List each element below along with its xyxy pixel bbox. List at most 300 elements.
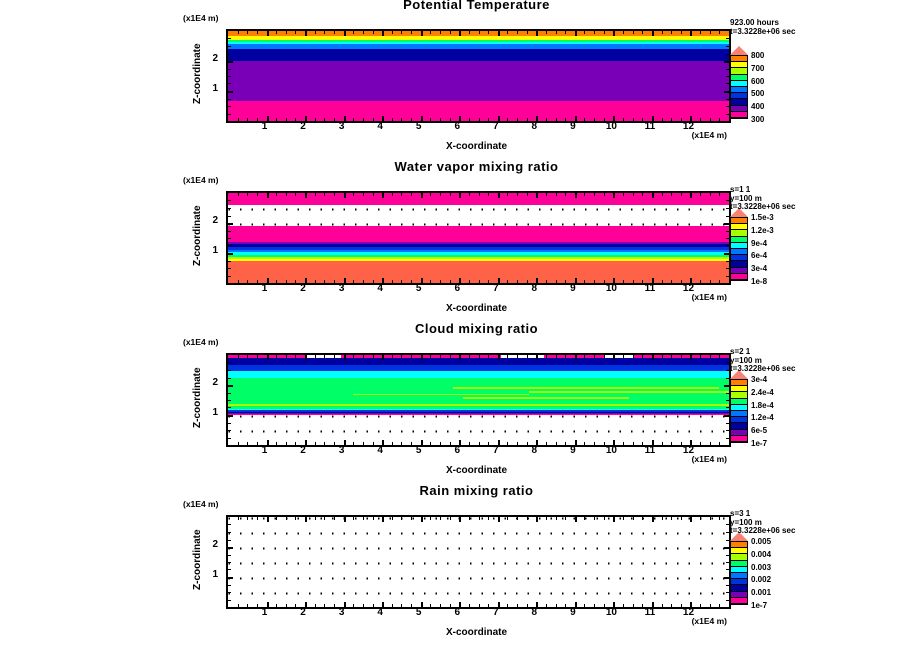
y-axis-unit-label: (x1E4 m) <box>183 499 219 509</box>
axis-tick <box>652 193 654 198</box>
axis-tick <box>642 31 643 34</box>
axis-tick <box>724 61 729 63</box>
axis-tick <box>373 517 374 520</box>
axis-tick <box>594 31 595 34</box>
axis-tick <box>613 193 615 198</box>
axis-tick <box>228 216 231 217</box>
y-tick-label: 2 <box>212 376 218 388</box>
x-axis-label: X-coordinate <box>445 141 508 152</box>
y-axis-label: Z-coordinate <box>192 529 203 591</box>
colorbar <box>730 370 748 443</box>
axis-tick <box>726 208 729 209</box>
axis-tick <box>228 393 231 394</box>
axis-tick <box>295 355 296 358</box>
axis-tick <box>228 61 233 63</box>
colorbar-annotation-block <box>730 348 904 374</box>
axis-tick <box>642 193 643 196</box>
plot-area <box>226 191 731 285</box>
y-tick-label: 2 <box>212 52 218 64</box>
axis-tick <box>228 423 231 424</box>
axis-tick <box>662 193 663 196</box>
contour-streak <box>353 394 528 396</box>
axis-tick <box>594 517 595 520</box>
x-tick-label: 12 <box>682 283 695 294</box>
axis-tick <box>257 193 258 196</box>
x-tick-label: 3 <box>338 445 345 456</box>
axis-tick <box>726 423 729 424</box>
axis-tick <box>440 31 441 34</box>
axis-tick <box>305 355 307 360</box>
axis-tick <box>421 31 423 36</box>
axis-tick <box>710 31 711 34</box>
axis-tick <box>584 193 585 196</box>
axis-tick <box>450 193 451 196</box>
x-tick-label: 10 <box>605 283 617 294</box>
axis-tick <box>726 378 729 379</box>
colorbar-tick-label: 600 <box>751 76 765 86</box>
axis-tick <box>652 31 654 36</box>
axis-tick <box>700 355 701 358</box>
axis-tick <box>498 517 500 522</box>
axis-tick <box>556 31 557 34</box>
axis-tick <box>228 555 231 556</box>
axis-tick <box>228 532 231 533</box>
axis-tick <box>536 517 538 522</box>
x-tick-label: 3 <box>338 283 345 294</box>
panel-rain-mixing-ratio <box>0 483 904 648</box>
axis-tick <box>726 400 729 401</box>
axis-tick <box>642 517 643 520</box>
axis-tick <box>517 355 518 358</box>
axis-tick <box>228 91 233 93</box>
colorbar-tick-label: 0.004 <box>751 549 772 559</box>
colorbar-annotation-line: t=3.3228e+06 sec <box>730 526 796 535</box>
colorbar-annotation-line: t=3.3228e+06 sec <box>730 202 796 211</box>
axis-tick <box>286 355 287 358</box>
x-tick-label: 6 <box>454 283 460 294</box>
axis-tick <box>479 193 480 196</box>
axis-tick <box>373 31 374 34</box>
axis-tick <box>565 193 566 196</box>
y-tick-labels <box>200 515 220 605</box>
x-tick-label: 5 <box>415 121 422 132</box>
axis-tick <box>276 193 277 196</box>
colorbar-body <box>730 541 748 605</box>
axis-tick <box>411 517 412 520</box>
axis-tick <box>450 31 451 34</box>
axis-tick <box>228 231 231 232</box>
axis-tick <box>267 517 269 522</box>
x-tick-label: 12 <box>682 607 695 618</box>
axis-tick <box>488 517 489 520</box>
axis-tick <box>228 407 231 408</box>
axis-tick <box>546 517 547 520</box>
axis-tick <box>469 31 470 34</box>
axis-tick <box>633 355 634 358</box>
axis-tick <box>228 200 231 201</box>
axis-tick <box>546 31 547 34</box>
axis-tick <box>334 517 335 520</box>
axis-tick <box>556 355 557 358</box>
x-tick-label: 8 <box>531 283 538 294</box>
x-tick-label: 4 <box>377 283 383 294</box>
axis-tick <box>305 31 307 36</box>
axis-tick <box>584 517 585 520</box>
contour-band <box>228 61 729 101</box>
axis-tick <box>440 355 441 358</box>
x-axis-label: X-coordinate <box>445 627 508 638</box>
axis-tick <box>613 517 615 522</box>
colorbar-tick-label: 2.4e-4 <box>751 387 774 397</box>
axis-tick <box>726 99 729 100</box>
x-tick-label: 2 <box>300 121 306 132</box>
y-tick-label: 1 <box>212 245 218 256</box>
axis-tick <box>247 355 248 358</box>
axis-tick <box>507 517 508 520</box>
axis-tick <box>724 91 729 93</box>
axis-tick <box>726 76 729 77</box>
axis-tick <box>276 517 277 520</box>
axis-tick <box>671 31 672 34</box>
axis-tick <box>527 31 528 34</box>
axis-tick <box>681 31 682 34</box>
axis-tick <box>401 355 402 358</box>
axis-tick <box>257 517 258 520</box>
axis-tick <box>681 355 682 358</box>
axis-tick <box>726 555 729 556</box>
x-tick-label: 1 <box>261 283 268 294</box>
axis-tick <box>527 193 528 196</box>
axis-tick <box>267 193 269 198</box>
axis-tick <box>276 31 277 34</box>
colorbar-body <box>730 379 748 443</box>
colorbar-annotation-line: t=3.3228e+06 sec <box>730 364 796 373</box>
y-axis-label: Z-coordinate <box>192 43 203 105</box>
x-tick-label: 2 <box>300 445 306 456</box>
axis-tick <box>353 517 354 520</box>
axis-tick <box>334 355 335 358</box>
colorbar-tick-labels <box>751 51 793 124</box>
axis-tick <box>401 517 402 520</box>
panel-title: Cloud mixing ratio <box>414 321 539 336</box>
axis-tick <box>479 31 480 34</box>
colorbar-tick-label: 1.2e-3 <box>751 225 774 235</box>
axis-tick <box>315 355 316 358</box>
colorbar-tick-label: 400 <box>751 102 765 112</box>
axis-tick <box>344 355 346 360</box>
axis-tick <box>724 253 729 255</box>
axis-tick <box>613 355 615 360</box>
colorbar-tick-label: 0.001 <box>751 588 772 598</box>
axis-tick <box>440 193 441 196</box>
axis-tick <box>488 31 489 34</box>
axis-tick <box>726 106 729 107</box>
axis-tick <box>479 355 480 358</box>
axis-tick <box>295 517 296 520</box>
colorbar-tick-label: 1e-8 <box>751 277 768 286</box>
axis-tick <box>238 31 239 34</box>
x-tick-label: 11 <box>644 445 656 456</box>
axis-tick <box>726 46 729 47</box>
axis-tick <box>382 355 384 360</box>
axis-tick <box>315 193 316 196</box>
axis-tick <box>681 193 682 196</box>
axis-tick <box>430 355 431 358</box>
axis-tick <box>726 276 729 277</box>
axis-tick <box>344 193 346 198</box>
x-tick-label: 6 <box>454 121 460 132</box>
axis-tick <box>719 31 720 34</box>
y-tick-label: 2 <box>212 214 218 226</box>
axis-tick <box>681 517 682 520</box>
axis-tick <box>469 355 470 358</box>
axis-tick <box>411 31 412 34</box>
axis-tick <box>724 385 729 387</box>
axis-tick <box>363 517 364 520</box>
axis-tick <box>623 31 624 34</box>
axis-tick <box>363 193 364 196</box>
axis-tick <box>459 31 461 36</box>
axis-tick <box>228 106 231 107</box>
x-tick-label: 7 <box>492 121 499 132</box>
axis-tick <box>726 238 729 239</box>
axis-tick <box>392 355 393 358</box>
axis-tick <box>726 245 729 246</box>
axis-tick <box>228 69 231 70</box>
colorbar-annotation-line: s=2 1 <box>730 347 751 356</box>
colorbar <box>730 532 748 605</box>
axis-tick <box>719 517 720 520</box>
axis-tick <box>726 532 729 533</box>
x-tick-label: 12 <box>682 445 695 456</box>
axis-tick <box>430 31 431 34</box>
axis-tick <box>726 231 729 232</box>
axis-tick <box>363 355 364 358</box>
axis-tick <box>411 193 412 196</box>
axis-tick <box>498 31 500 36</box>
axis-tick <box>228 577 233 579</box>
axis-tick <box>382 193 384 198</box>
x-tick-label: 7 <box>492 283 499 294</box>
axis-tick <box>517 193 518 196</box>
x-axis-unit-label: (x1E4 m) <box>691 454 727 464</box>
x-tick-label: 11 <box>644 121 656 132</box>
axis-tick <box>247 31 248 34</box>
axis-tick <box>726 83 729 84</box>
axis-tick <box>228 400 231 401</box>
y-axis-label: Z-coordinate <box>192 367 203 429</box>
x-axis-label: X-coordinate <box>445 303 508 314</box>
colorbar-tick-label: 6e-4 <box>751 251 768 261</box>
y-tick-label: 1 <box>212 83 218 94</box>
plot-area <box>226 515 731 609</box>
colorbar-tick-label: 1.8e-4 <box>751 400 774 410</box>
x-tick-label: 10 <box>605 121 617 132</box>
x-tick-label: 11 <box>644 283 656 294</box>
axis-tick <box>228 261 231 262</box>
axis-tick <box>536 193 538 198</box>
axis-tick <box>430 517 431 520</box>
colorbar-annotation-block <box>730 19 904 36</box>
axis-tick <box>726 370 729 371</box>
panel-water-vapor-mixing-ratio <box>0 159 904 324</box>
axis-tick <box>575 517 577 522</box>
x-tick-label: 8 <box>531 445 538 456</box>
axis-tick <box>726 38 729 39</box>
colorbar-band <box>731 274 747 280</box>
x-axis-unit-label: (x1E4 m) <box>691 130 727 140</box>
axis-tick <box>565 355 566 358</box>
axis-tick <box>671 193 672 196</box>
axis-tick <box>373 193 374 196</box>
x-axis-unit-label: (x1E4 m) <box>691 616 727 626</box>
axis-tick <box>344 31 346 36</box>
x-tick-label: 1 <box>261 445 268 456</box>
x-tick-label: 9 <box>570 607 576 618</box>
axis-tick <box>690 517 692 522</box>
axis-tick <box>421 517 423 522</box>
axis-tick <box>392 517 393 520</box>
panel-title: Rain mixing ratio <box>419 483 534 498</box>
colorbar-tick-label: 0.002 <box>751 575 772 585</box>
axis-tick <box>353 193 354 196</box>
x-tick-label: 2 <box>300 607 306 618</box>
colorbar-annotation-line: y=100 m <box>730 517 762 527</box>
axis-tick <box>726 600 729 601</box>
axis-tick <box>228 585 231 586</box>
axis-tick <box>228 268 231 269</box>
x-tick-label: 8 <box>531 607 538 618</box>
axis-tick <box>228 238 231 239</box>
axis-tick <box>238 517 239 520</box>
axis-tick <box>527 355 528 358</box>
axis-tick <box>469 517 470 520</box>
axis-tick <box>295 31 296 34</box>
axis-tick <box>662 31 663 34</box>
y-axis-unit-label: (x1E4 m) <box>183 337 219 347</box>
colorbar-tick-label: 700 <box>751 63 765 73</box>
y-tick-label: 2 <box>212 538 218 550</box>
axis-tick <box>556 193 557 196</box>
y-axis-unit-label: (x1E4 m) <box>183 13 219 23</box>
axis-tick <box>604 193 605 196</box>
axis-tick <box>228 223 233 225</box>
x-tick-label: 3 <box>338 607 345 618</box>
axis-tick <box>604 355 605 358</box>
axis-tick <box>228 385 233 387</box>
axis-tick <box>604 517 605 520</box>
axis-tick <box>228 245 231 246</box>
axis-tick <box>710 355 711 358</box>
y-tick-labels <box>200 353 220 443</box>
axis-tick <box>726 216 729 217</box>
colorbar-annotation-block <box>730 186 904 212</box>
axis-tick <box>228 46 231 47</box>
axis-tick <box>690 355 692 360</box>
axis-tick <box>373 355 374 358</box>
axis-tick <box>324 31 325 34</box>
axis-tick <box>430 193 431 196</box>
axis-tick <box>498 355 500 360</box>
contour-streak <box>463 397 628 398</box>
axis-tick <box>536 355 538 360</box>
axis-tick <box>726 268 729 269</box>
axis-tick <box>334 31 335 34</box>
contour-band <box>228 414 729 415</box>
axis-tick <box>257 31 258 34</box>
axis-tick <box>726 393 729 394</box>
axis-tick <box>652 355 654 360</box>
axis-tick <box>228 54 231 55</box>
axis-tick <box>228 276 231 277</box>
colorbar-tick-label: 1e-7 <box>751 439 768 448</box>
x-axis-unit-label: (x1E4 m) <box>691 292 727 302</box>
axis-tick <box>507 31 508 34</box>
axis-tick <box>536 31 538 36</box>
colorbar-tick-label: 9e-4 <box>751 238 768 248</box>
axis-tick <box>401 31 402 34</box>
axis-tick <box>584 31 585 34</box>
plot-area <box>226 353 731 447</box>
colorbar-tick-labels <box>751 375 793 448</box>
axis-tick <box>228 208 231 209</box>
axis-tick <box>305 193 307 198</box>
y-axis-unit-label: (x1E4 m) <box>183 175 219 185</box>
axis-tick <box>623 355 624 358</box>
axis-tick <box>450 517 451 520</box>
axis-tick <box>459 193 461 198</box>
axis-tick <box>247 517 248 520</box>
axis-tick <box>440 517 441 520</box>
panel-title: Potential Temperature <box>403 0 550 12</box>
colorbar-tick-label: 0.003 <box>751 562 772 572</box>
axis-tick <box>719 193 720 196</box>
y-tick-labels <box>200 191 220 281</box>
axis-tick <box>546 355 547 358</box>
axis-tick <box>652 517 654 522</box>
axis-tick <box>353 355 354 358</box>
x-tick-label: 9 <box>570 121 576 132</box>
axis-tick <box>228 438 231 439</box>
axis-tick <box>334 193 335 196</box>
axis-tick <box>479 517 480 520</box>
axis-tick <box>228 415 233 417</box>
axis-tick <box>726 69 729 70</box>
axis-tick <box>488 193 489 196</box>
axis-tick <box>315 517 316 520</box>
axis-tick <box>565 31 566 34</box>
axis-tick <box>671 517 672 520</box>
axis-tick <box>726 569 729 570</box>
axis-tick <box>700 31 701 34</box>
x-tick-label: 12 <box>682 121 695 132</box>
axis-tick <box>286 193 287 196</box>
axis-tick <box>228 99 231 100</box>
axis-tick <box>238 355 239 358</box>
axis-tick <box>228 378 231 379</box>
axis-tick <box>507 355 508 358</box>
y-axis-label: Z-coordinate <box>192 205 203 267</box>
axis-tick <box>382 517 384 522</box>
axis-tick <box>710 193 711 196</box>
axis-tick <box>507 193 508 196</box>
axis-tick <box>690 31 692 36</box>
axis-tick <box>527 517 528 520</box>
axis-tick <box>228 524 231 525</box>
axis-tick <box>726 562 729 563</box>
axis-tick <box>726 362 729 363</box>
axis-tick <box>401 193 402 196</box>
